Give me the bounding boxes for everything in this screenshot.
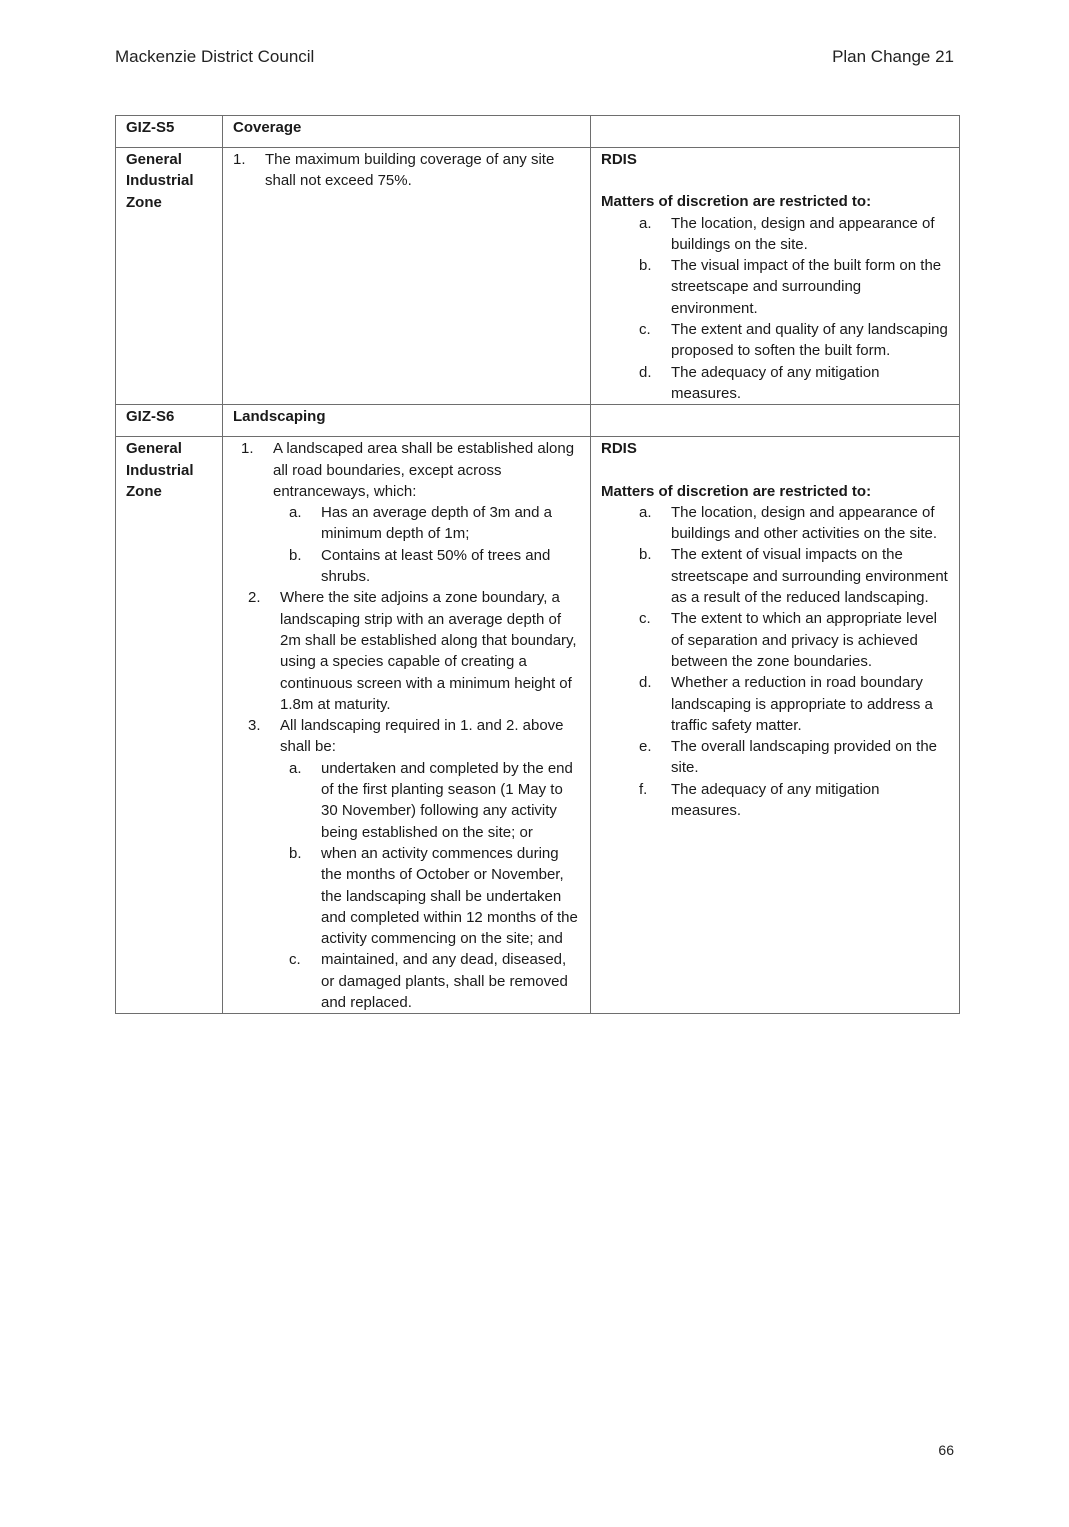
list-marker: c. [289,951,301,969]
list-marker: 1. [241,440,254,458]
list-marker: e. [639,738,652,756]
standard-line [233,587,582,715]
list-marker: a. [289,504,302,522]
matters-list [601,502,951,821]
matter-item [639,502,951,545]
list-marker: b. [639,546,652,564]
list-text: The extent to which an appropriate level of separation and privacy is achieved between the zone boundaries. [671,610,937,670]
standard-line [233,438,582,502]
matter-item [639,319,951,362]
activity-status: RDIS [601,151,637,168]
matters-cell [591,437,960,1014]
matters-heading: Matters of discretion are restricted to: [601,193,872,211]
activity-status: RDIS [601,440,637,458]
standard-subitem [281,758,582,843]
rule-title: Coverage [223,116,591,148]
standard-item [233,438,582,587]
standard-line [233,149,582,192]
matter-item [639,362,951,405]
rule-body-row [116,437,960,1014]
list-marker: a. [639,503,652,521]
matters-heading: Matters of discretion are restricted to: [601,482,872,500]
rule-header-row [116,405,960,437]
matter-item [639,544,951,608]
matters-list [601,213,951,405]
list-marker: a. [639,214,652,232]
standards-list [233,438,582,1013]
list-text: The adequacy of any mitigation measures. [671,780,880,820]
page-number: 66 [938,1442,954,1458]
list-text: when an activity commences during the months of October or November, the landscaping shall be undertaken and completed within 12 months of the activity commencing on the site; and [321,844,578,948]
rule-header-row [116,116,960,148]
standards-table [115,115,960,1014]
rule-code: GIZ-S6 [116,405,223,437]
list-text: A landscaped area shall be established along all road boundaries, except across entranceways, which: [273,440,575,500]
rule-header-blank [591,405,960,437]
standard-subitem [281,949,582,1013]
rule-header-blank [591,116,960,148]
matter-item [639,736,951,779]
spacer [601,460,951,481]
zone-name: General Industrial Zone [126,440,194,500]
list-marker: d. [639,674,652,692]
list-text: Whether a reduction in road boundary landscaping is appropriate to address a traffic safety matter. [671,674,933,734]
list-text: The adequacy of any mitigation measures. [671,363,880,402]
standards-list [233,149,582,192]
matter-item [639,608,951,672]
list-marker: b. [289,844,302,862]
list-text: The location, design and appearance of buildings and other activities on the site. [671,503,937,543]
list-marker: f. [639,780,648,798]
list-marker: c. [639,610,651,628]
matter-item [639,255,951,319]
header-council-name: Mackenzie District Council [115,47,315,66]
standards-cell [223,148,591,405]
list-text: All landscaping required in 1. and 2. above shall be: [280,717,564,756]
list-text: The location, design and appearance of buildings on the site. [671,214,935,253]
list-text: maintained, and any dead, diseased, or damaged plants, shall be removed and replaced. [321,951,568,1011]
rule-title: Landscaping [223,405,591,437]
list-marker: b. [639,257,652,275]
rule-code: GIZ-S5 [116,116,223,148]
list-marker: 3. [248,717,261,735]
zone-name: General Industrial Zone [126,151,194,211]
list-text: The overall landscaping provided on the site. [671,738,938,777]
matters-cell [591,148,960,405]
zone-cell [116,148,223,405]
spacer [601,170,951,191]
standards-cell [223,437,591,1014]
standard-item [233,149,582,192]
standard-line [233,715,582,758]
list-text: The visual impact of the built form on the streetscape and surrounding environment. [671,257,942,317]
list-text: Has an average depth of 3m and a minimum depth of 1m; [321,504,552,543]
list-text: The extent of visual impacts on the streetscape and surrounding environment as a result of the reduced landscaping. [671,546,948,607]
standard-item [233,587,582,715]
rule-body-row [116,148,960,405]
list-text: Where the site adjoins a zone boundary, a landscaping strip with an average depth of 2m shall be established along that boundary, using a species capable of creating a continuous screen with a minimum height of 1.8m at maturity. [280,589,577,713]
matter-item [639,213,951,256]
list-marker: d. [639,363,652,381]
standard-subitem [281,502,582,545]
list-marker: b. [289,546,302,564]
header-plan-change: Plan Change 21 [832,47,954,66]
matter-item [639,672,951,736]
list-text: undertaken and completed by the end of the first planting season (1 May to 30 November) following any activity being established on the site; or [321,759,573,841]
standard-subitem [281,545,582,588]
zone-cell [116,437,223,1014]
list-text: The extent and quality of any landscaping proposed to soften the built form. [671,321,948,360]
matter-item [639,779,951,822]
standard-sublist [233,502,582,587]
standard-subitem [281,843,582,949]
list-marker: 2. [248,589,261,607]
list-marker: 1. [233,151,246,168]
standard-sublist [233,758,582,1014]
list-text: Contains at least 50% of trees and shrubs. [321,546,551,586]
standard-item [233,715,582,1013]
list-marker: c. [639,321,651,339]
list-marker: a. [289,759,302,777]
list-text: The maximum building coverage of any site shall not exceed 75%. [265,151,555,190]
